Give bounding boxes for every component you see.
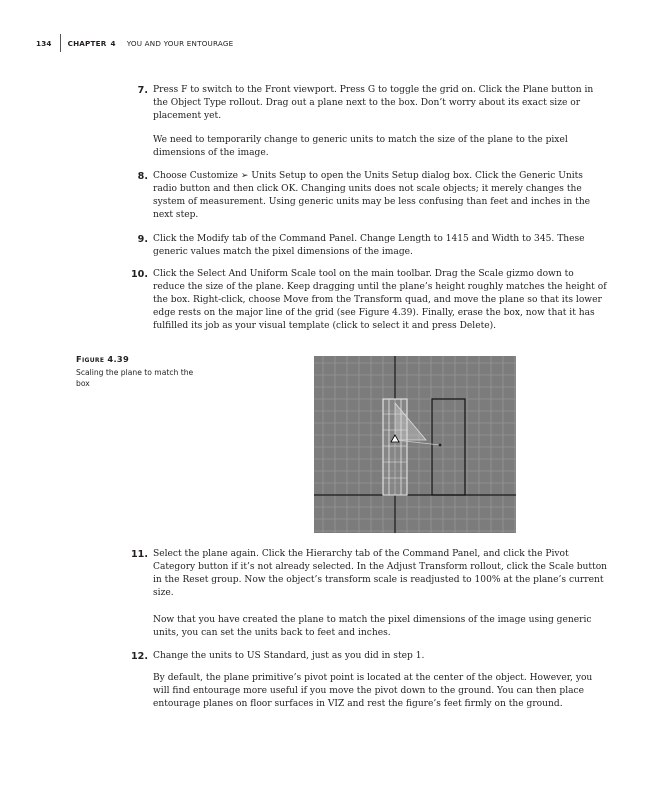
step-text: Click the Select And Uniform Scale tool on the main toolbar. Drag the Scale gizmo down to reduce the size of the plane. Keep dragging until the plane’s height roughly matches the height of the box. Right-click, choose Move from the Transform quad, and move the plane so that its lower edge rests on the major line of the grid (see Figure 4.39). Finally, erase the box, now that it has fulfilled its job as your visual template (click to select it and press Delete).	[153, 269, 607, 331]
step-text: Select the plane again. Click the Hierarchy tab of the Command Panel, and click the Pivot Category button if it’s not already selected. In the Adjust Transform rollout, click the Scale button in the Reset group. Now the object’s transform scale is readjusted to 100% at the plane’s current size.	[153, 549, 608, 598]
step-number: 9.	[137, 234, 148, 245]
step-number: 10.	[131, 269, 148, 280]
header-divider	[60, 34, 61, 52]
step-number: 8.	[137, 171, 148, 182]
step-text: Change the units to US Standard, just as you did in step 1.	[153, 651, 425, 661]
step-9	[110, 233, 608, 259]
step-11	[110, 548, 608, 600]
step-number: 7.	[137, 85, 148, 96]
page-number: 134	[36, 38, 52, 48]
chapter-label: CHAPTER	[67, 38, 107, 48]
step-text: Press F to switch to the Front viewport. Press G to toggle the grid on. Click the Plane button in the Object Type rollout. Drag out a plane next to the box. Don’t worry about its exact size or placement yet.	[153, 85, 594, 121]
step-number: 11.	[131, 549, 148, 560]
note-paragraph: Now that you have created the plane to match the pixel dimensions of the image using generic units, you can set the units back to feet and inches.	[153, 615, 592, 638]
figure-label: Figure 4.39	[76, 354, 130, 364]
running-header	[36, 36, 233, 50]
step-12	[110, 650, 608, 663]
step-text: Click the Modify tab of the Command Panel. Change Length to 1415 and Width to 345. These generic values match the pixel dimensions of the image.	[153, 234, 585, 257]
step-number: 12.	[131, 651, 148, 662]
step-10	[110, 268, 608, 333]
chapter-number: 4	[110, 38, 116, 48]
step-8	[110, 170, 608, 222]
viewport-background	[314, 356, 516, 533]
note-paragraph: By default, the plane primitive’s pivot point is located at the center of the object. However, you will find entourage more useful if you move the pivot down to the ground. You can then place entourage planes on floor surfaces in VIZ and rest the figure’s feet firmly on the ground.	[153, 673, 593, 709]
note-paragraph: We need to temporarily change to generic units to match the size of the plane to the pixel dimensions of the image.	[153, 135, 568, 158]
step-7	[110, 84, 608, 123]
chapter-title: YOU AND YOUR ENTOURAGE	[126, 38, 234, 48]
front-viewport-figure	[314, 356, 516, 533]
step-text: Choose Customize ➢ Units Setup to open the Units Setup dialog box. Click the Generic Units radio button and then click OK. Changing units does not scale objects; it merely changes the system of measurement. Using generic units may be less confusing than feet and inches in the next step.	[153, 171, 591, 220]
figure-caption: Scaling the plane to match the box	[76, 368, 194, 388]
